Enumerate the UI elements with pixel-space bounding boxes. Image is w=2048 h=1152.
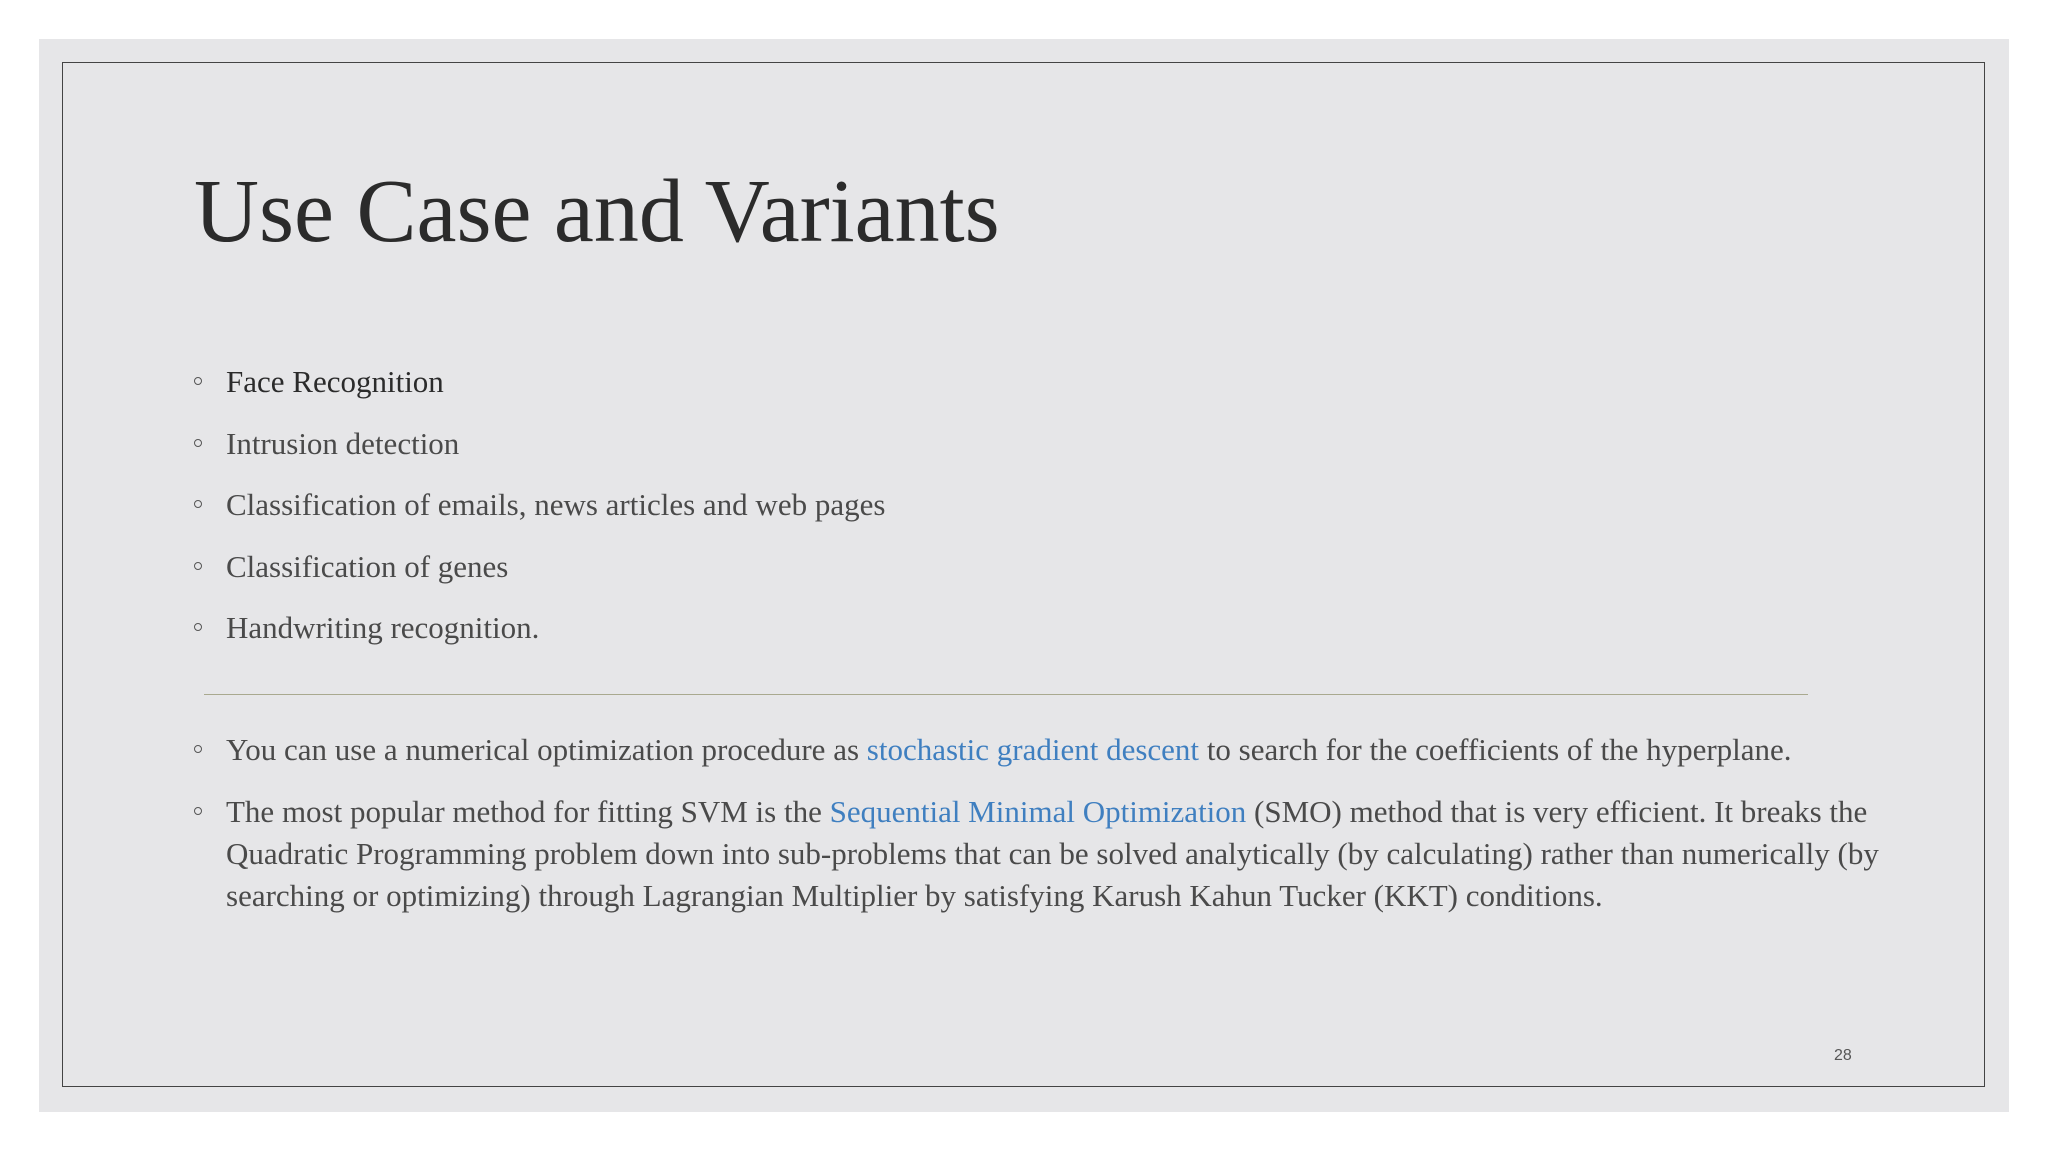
list-item: [194, 484, 885, 526]
page-number: 28: [1834, 1047, 1852, 1064]
note-text-before: You can use a numerical optimization procedure as: [226, 732, 867, 767]
list-item: [194, 791, 1894, 917]
list-item-text: Classification of genes: [226, 548, 509, 584]
smo-link[interactable]: Sequential Minimal Optimization: [829, 793, 1247, 829]
note-text-before: The most popular method for fitting SVM is the: [226, 793, 830, 829]
list-item: [194, 361, 885, 403]
list-item-text: Face Recognition: [226, 364, 444, 399]
bullet-icon: [194, 377, 202, 385]
list-item: [194, 729, 1894, 771]
list-item: [194, 423, 885, 465]
list-item-text: Intrusion detection: [226, 425, 460, 461]
list-item-text: Classification of emails, news articles and web pages: [226, 487, 886, 522]
bullet-icon: [194, 623, 202, 631]
note-text-after: (SMO) method that is very efficient. It breaks the Quadratic Programming problem down into sub-problems that can be solved analytically (by calculating) rather than numerically (by searching or optimizing) through Lagrangian Multiplier by satisfying Karush Kahun Tucker (KKT) conditions.: [226, 793, 1879, 913]
bullet-icon: [194, 745, 202, 753]
bullet-icon: [194, 439, 202, 447]
bullet-icon: [194, 562, 202, 570]
use-case-list: [194, 361, 885, 669]
list-item-text: Handwriting recognition.: [226, 610, 540, 645]
bullet-icon: [194, 500, 202, 508]
bullet-icon: [194, 807, 202, 815]
section-divider: [204, 694, 1808, 695]
note-text-after: to search for the coefficients of the hyperplane.: [1199, 732, 1792, 767]
list-item: [194, 607, 885, 649]
method-notes-list: [194, 729, 1894, 936]
list-item: [194, 546, 885, 588]
slide-title: Use Case and Variants: [194, 162, 1000, 261]
sgd-link[interactable]: stochastic gradient descent: [866, 732, 1200, 767]
